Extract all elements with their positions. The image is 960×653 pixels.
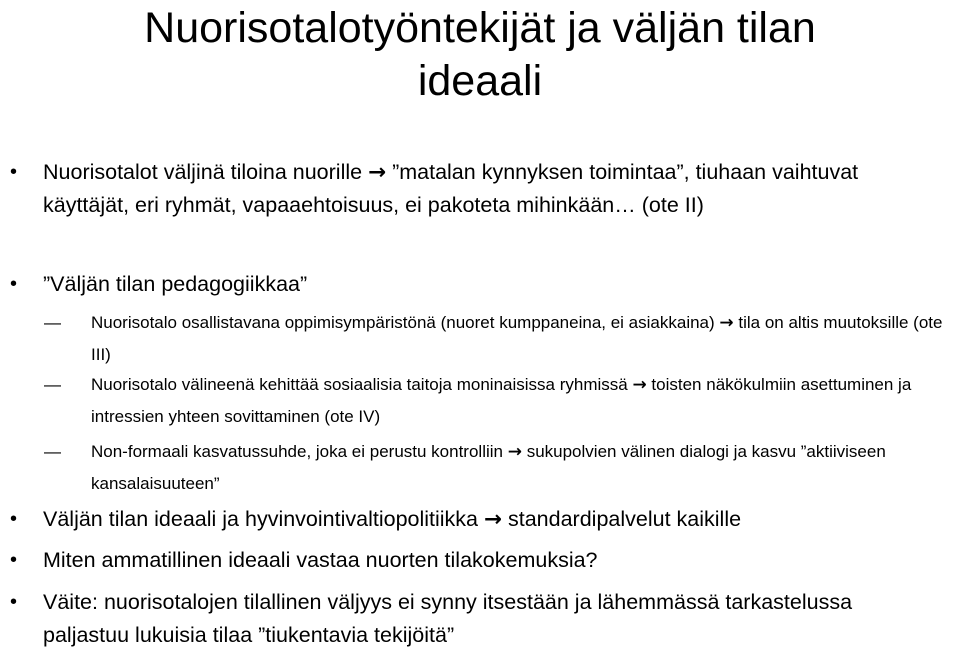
sub-bullet-3-text-a: Non-formaali kasvatussuhde, joka ei perustu kontrolliin	[91, 442, 503, 461]
arrow-right-icon: →	[719, 313, 734, 333]
bullet-dot: •	[10, 549, 18, 571]
bullet-2	[10, 268, 948, 301]
sub-bullet-2-text-b: toisten näkökulmiin asettuminen ja intressien yhteen sovittaminen (ote IV)	[91, 375, 912, 426]
bullet-4-text: Miten ammatillinen ideaali vastaa nuorten tilakokemuksia?	[43, 548, 598, 572]
bullet-5	[10, 586, 903, 652]
slide-title-line-2: ideaali	[417, 57, 543, 105]
sub-bullet-3	[44, 436, 960, 499]
bullet-1-text-a: Nuorisotalot väljinä tiloina nuorille	[43, 160, 363, 184]
arrow-right-icon: →	[368, 160, 387, 185]
sub-bullet-1-text-a: Nuorisotalo osallistavana oppimisympäristönä (nuoret kumppaneina, ei asiakkaina)	[91, 313, 715, 332]
arrow-right-icon: →	[484, 507, 503, 532]
arrow-right-icon: →	[507, 442, 522, 462]
bullet-dot: •	[10, 508, 18, 530]
bullet-3-text-a: Väljän tilan ideaali ja hyvinvointivaltiopolitiikka	[43, 507, 479, 531]
sub-bullet-1-text-b: tila on altis muutoksille (ote III)	[91, 313, 943, 364]
sub-bullet-dash: —	[44, 313, 61, 332]
bullet-1	[10, 156, 948, 222]
bullet-dot: •	[10, 591, 18, 613]
bullet-3-text-b: standardipalvelut kaikille	[502, 507, 742, 531]
sub-bullet-1	[44, 307, 946, 370]
bullet-dot: •	[10, 161, 18, 183]
bullet-2-text: ”Väljän tilan pedagogiikkaa”	[43, 272, 308, 296]
sub-bullet-dash: —	[44, 375, 61, 394]
bullet-1-text-b: ”matalan kynnyksen toimintaa”, tiuhaan vaihtuvat käyttäjät, eri ryhmät, vapaaehtoisuus, ei pakoteta mihinkään… (ote II)	[43, 160, 859, 217]
bullet-5-text: Väite: nuorisotalojen tilallinen väljyys ei synny itsestään ja lähemmässä tarkastelussa paljastuu lukuisia tilaa ”tiukentavia tekijöitä”	[43, 590, 853, 647]
slide-title	[0, 0, 960, 108]
arrow-right-icon: →	[632, 375, 647, 395]
bullet-dot: •	[10, 273, 18, 295]
sub-bullet-3-text-b: sukupolvien välinen dialogi ja kasvu ”aktiiviseen kansalaisuuteen”	[91, 442, 886, 493]
sub-bullet-2-text-a: Nuorisotalo välineenä kehittää sosiaalisia taitoja moninaisissa ryhmissä	[91, 375, 628, 394]
sub-bullet-2	[44, 369, 946, 432]
bullet-3	[10, 503, 948, 536]
bullet-4	[10, 544, 948, 577]
sub-bullet-dash: —	[44, 442, 61, 461]
slide-title-line-1: Nuorisotalotyöntekijät ja väljän tilan	[144, 4, 816, 52]
